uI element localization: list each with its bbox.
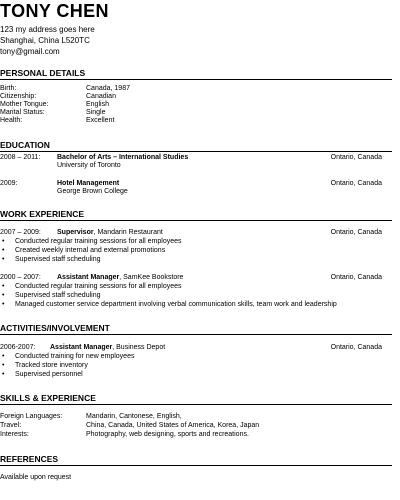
- activity-dates: 2006-2007:: [0, 344, 36, 351]
- education-location: Ontario, Canada: [330, 180, 382, 187]
- work-employer: , SamKee Bookstore: [119, 274, 184, 281]
- personal-label-birth: Birth:: [0, 85, 17, 92]
- email-address: tony@gmail.com: [0, 47, 60, 56]
- personal-value-mother-tongue: English: [86, 101, 109, 108]
- work-dates: 2000 – 2007:: [0, 274, 41, 281]
- section-rule: [0, 79, 392, 80]
- bullet-icon: •: [2, 247, 5, 254]
- section-title-activities: ACTIVITIES/INVOLVEMENT: [0, 323, 110, 333]
- address-line-1: 123 my address goes here: [0, 25, 95, 34]
- skills-value-interests: Photography, web designing, sports and recreations.: [86, 431, 249, 438]
- skills-label-interests: Interests:: [0, 431, 29, 438]
- education-dates: 2009:: [0, 180, 18, 187]
- personal-label-mother-tongue: Mother Tongue:: [0, 101, 49, 108]
- activity-location: Ontario, Canada: [330, 344, 382, 351]
- section-rule: [0, 465, 392, 466]
- skills-value-languages: Mandarin, Cantonese, English,: [86, 413, 182, 420]
- personal-value-health: Excellent: [86, 117, 115, 124]
- bullet-icon: •: [2, 353, 5, 360]
- section-title-personal: PERSONAL DETAILS: [0, 68, 86, 78]
- education-dates: 2008 – 2011:: [0, 154, 41, 161]
- personal-value-birth: Canada, 1987: [86, 85, 130, 92]
- education-degree: Hotel Management: [57, 180, 120, 187]
- resume-page: TONY CHEN 123 my address goes here Shanghai, China L520TC tony@gmail.com PERSONAL DETAILS Birth: Canada, 1987 Citizenship: Canadian Mother Tongue: English Marital Status: Single Health: Excellent EDUCATION 2008 – 2011: Bachelor of Arts – International Studies Ontario, Canada University of Toronto 2009: Hotel Management Ontario, Canada George Brown College WORK EXPERIENCE 2007 – 2009: Supervisor, Mandarin Restaurant Ontario, Canada • Conducted regular training sessions for all employees • Created weekly internal and external promotions • Supervised staff scheduling 2000 – 2007: Assistant Manager, SamKee Bookstore Ontario, Canada • Conducted regular training sessions for all employees • Supervised staff scheduling • Managed customer service department involving verbal communication skills, team work and leadership ACTIVITIES/INVOLVEMENT 2006-2007: Assistant Manager, Business Depot Ontario, Canada • Conducted training for new employees • Tracked store inventory • Supervised personnel SKILLS & EXPERIENCE Foreign Languages: Mandarin, Cantonese, English, Travel: China, Canada, United States of America, Korea, Japan Interests: Photography, web designing, sports and recreations. REFERENCES Available upon request: [0, 0, 400, 500]
- references-text: Available upon request: [0, 474, 72, 481]
- work-title: [57, 228, 163, 237]
- education-degree: Bachelor of Arts – International Studies: [57, 154, 189, 161]
- bullet-icon: •: [2, 362, 5, 369]
- personal-label-health: Health:: [0, 117, 23, 124]
- personal-label-citizenship: Citizenship:: [0, 93, 37, 100]
- section-title-education: EDUCATION: [0, 140, 50, 150]
- section-title-skills: SKILLS & EXPERIENCE: [0, 393, 96, 403]
- education-location: Ontario, Canada: [330, 154, 382, 161]
- bullet-icon: •: [2, 371, 5, 378]
- address-line-2: Shanghai, China L520TC: [0, 36, 90, 45]
- section-rule: [0, 334, 392, 335]
- work-role: Assistant Manager: [57, 274, 120, 281]
- personal-label-marital-status: Marital Status:: [0, 109, 45, 116]
- bullet-icon: •: [2, 301, 5, 308]
- education-school: University of Toronto: [57, 162, 121, 169]
- work-title: [57, 273, 183, 282]
- bullet-icon: •: [2, 238, 5, 245]
- activity-employer: , Business Depot: [112, 344, 166, 351]
- work-dates: 2007 – 2009:: [0, 229, 41, 236]
- section-rule: [0, 404, 392, 405]
- activity-title: [50, 343, 165, 352]
- work-location: Ontario, Canada: [330, 274, 382, 281]
- personal-value-citizenship: Canadian: [86, 93, 116, 100]
- bullet-icon: •: [2, 292, 5, 299]
- bullet-icon: •: [2, 283, 5, 290]
- resume-name: TONY CHEN: [0, 1, 109, 21]
- personal-value-marital-status: Single: [86, 109, 106, 116]
- work-employer: , Mandarin Restaurant: [93, 229, 163, 236]
- section-title-work: WORK EXPERIENCE: [0, 209, 85, 219]
- bullet-icon: •: [2, 256, 5, 263]
- section-rule: [0, 151, 392, 152]
- work-location: Ontario, Canada: [330, 229, 382, 236]
- skills-label-travel: Travel:: [0, 422, 22, 429]
- section-rule: [0, 220, 392, 221]
- education-school: George Brown College: [57, 188, 128, 195]
- skills-value-travel: China, Canada, United States of America, Korea, Japan: [86, 422, 260, 429]
- skills-label-languages: Foreign Languages:: [0, 413, 63, 420]
- work-role: Supervisor: [57, 229, 94, 236]
- section-title-references: REFERENCES: [0, 454, 59, 464]
- activity-role: Assistant Manager: [50, 344, 113, 351]
